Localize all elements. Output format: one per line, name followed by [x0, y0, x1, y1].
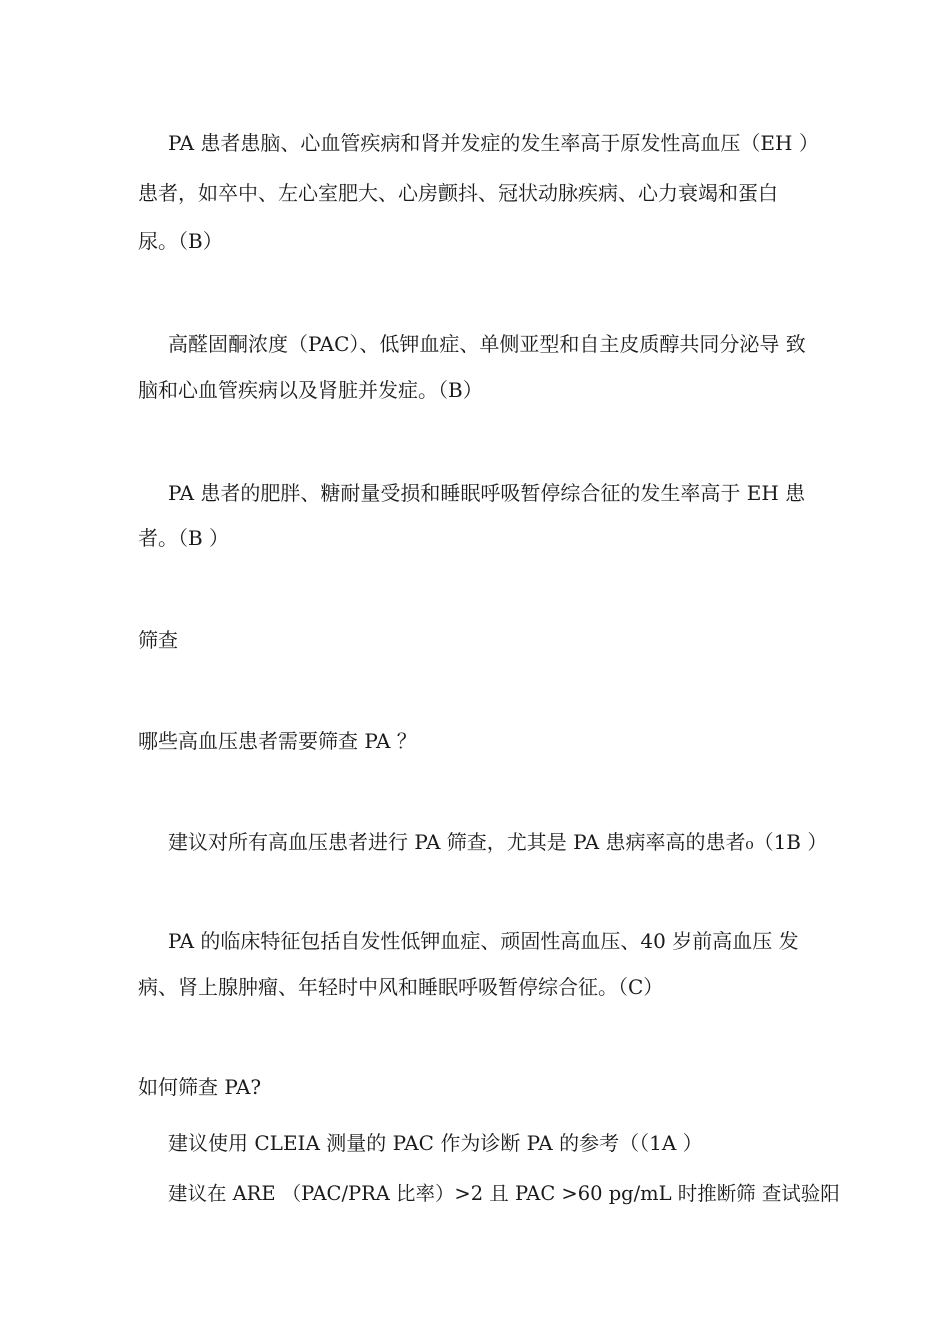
question-heading: 如何筛查 PA?: [138, 1075, 262, 1099]
paragraph-line: PA 患者的肥胖、糖耐量受损和睡眠呼吸暂停综合征的发生率高于 EH 患: [168, 481, 806, 505]
paragraph-line: 尿。（B）: [138, 229, 223, 253]
paragraph-line: 脑和心血管疾病以及肾脏并发症。（B）: [138, 378, 483, 402]
paragraph-line: 高醛固酮浓度（PAC）、低钾血症、单侧亚型和自主皮质醇共同分泌导 致: [168, 332, 806, 356]
paragraph-line: 建议对所有高血压患者进行 PA 筛查，尤其是 PA 患病率高的患者₀（1B ）: [168, 830, 828, 854]
section-heading: 筛查: [138, 628, 178, 652]
paragraph-line: 患者，如卒中、左心室肥大、心房颤抖、冠状动脉疾病、心力衰竭和蛋白: [138, 181, 778, 205]
question-heading: 哪些高血压患者需要筛查 PA ？: [138, 729, 417, 753]
paragraph-line: PA 患者患脑、心血管疾病和肾并发症的发生率高于原发性高血压（EH ）: [168, 131, 819, 155]
paragraph-line: 建议在 ARE （PAC/PRA 比率）>2 且 PAC >60 pg/mL 时推断筛 查试验阳: [168, 1182, 840, 1205]
paragraph-line: PA 的临床特征包括自发性低钾血症、顽固性高血压、40 岁前高血压 发: [168, 929, 799, 953]
paragraph-line: 建议使用 CLEIA 测量的 PAC 作为诊断 PA 的参考（（1A ）: [168, 1131, 703, 1155]
paragraph-line: 病、肾上腺肿瘤、年轻时中风和睡眠呼吸暂停综合征。（C）: [138, 975, 664, 999]
paragraph-line: 者。（B ）: [138, 526, 230, 550]
